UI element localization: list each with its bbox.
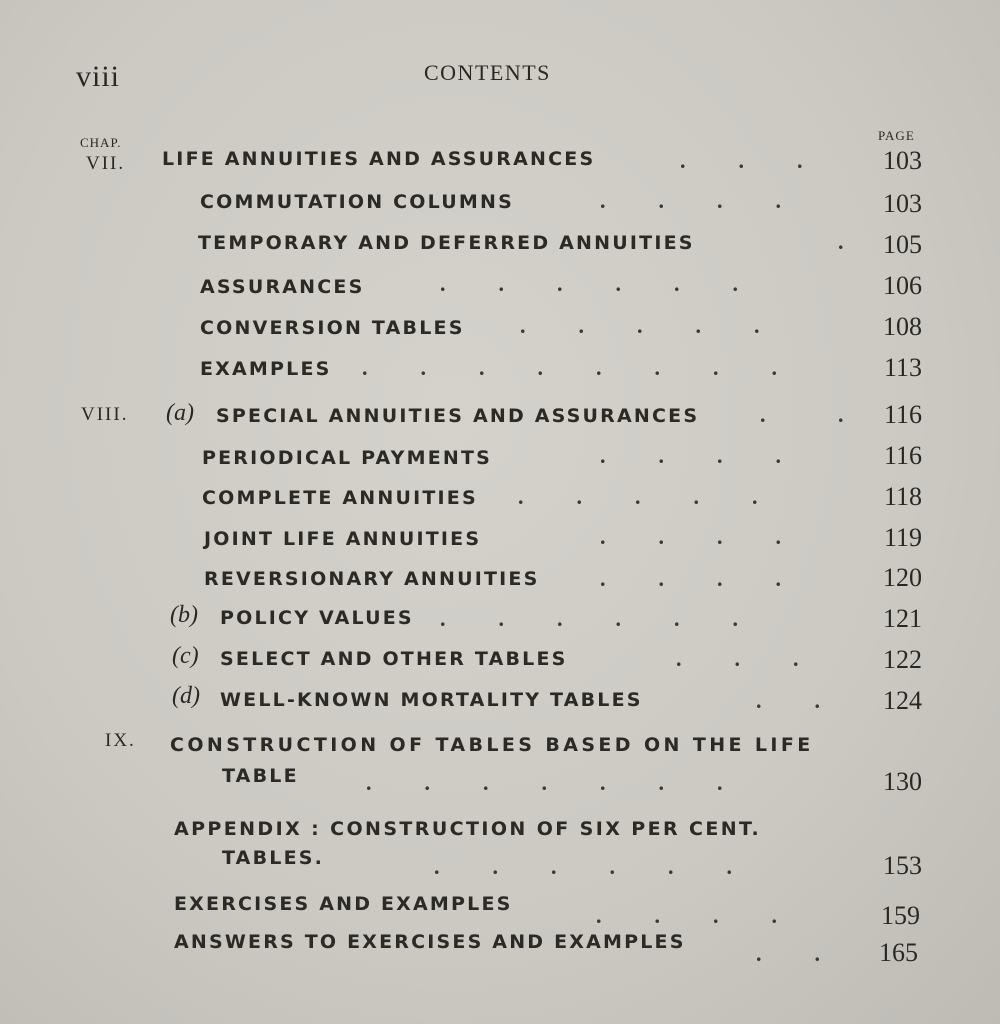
- toc-entry-title: ANSWERS TO EXERCISES AND EXAMPLES: [174, 931, 686, 953]
- toc-entry-title: CONSTRUCTION OF TABLES BASED ON THE LIFE: [170, 734, 814, 756]
- page-folio: viii: [76, 60, 121, 93]
- leader-dots: . . . .: [600, 524, 782, 549]
- subsection-letter: (b): [170, 602, 198, 628]
- leader-dots: . . . . .: [518, 484, 759, 509]
- page-column-label: PAGE: [878, 128, 915, 143]
- leader-dots: . . . . . . .: [366, 770, 724, 795]
- page-title: CONTENTS: [424, 60, 551, 85]
- leader-dots: . . . .: [600, 443, 782, 468]
- chapter-number: VII.: [86, 153, 126, 174]
- toc-page-number: 130: [883, 767, 922, 796]
- chapter-number: VIII.: [81, 404, 129, 425]
- toc-entry-title: SELECT AND OTHER TABLES: [220, 648, 568, 670]
- subsection-letter: (c): [172, 643, 199, 669]
- leader-dots: . . .: [676, 646, 800, 671]
- toc-page-number: 122: [883, 645, 922, 674]
- toc-page-number: 106: [883, 271, 922, 300]
- toc-entry-title: EXERCISES AND EXAMPLES: [174, 893, 513, 915]
- toc-page-number: 105: [883, 230, 922, 259]
- toc-entry-title: POLICY VALUES: [220, 607, 414, 629]
- toc-entry-title: PERIODICAL PAYMENTS: [202, 447, 493, 469]
- toc-entry-title: COMPLETE ANNUITIES: [202, 487, 478, 509]
- leader-dots: . . . .: [600, 566, 782, 591]
- leader-dots: . .: [756, 941, 821, 966]
- leader-dots: . . . . . .: [440, 271, 739, 296]
- toc-page-number: 103: [883, 189, 922, 218]
- leader-dots: . . . . . . . .: [362, 355, 778, 380]
- toc-page-number: 120: [883, 563, 922, 592]
- toc-page-number: 159: [881, 901, 920, 930]
- toc-page-number: 121: [883, 604, 922, 633]
- toc-entry-title: APPENDIX : CONSTRUCTION OF SIX PER CENT.: [174, 818, 762, 840]
- toc-page-number: 116: [883, 441, 922, 470]
- toc-page-number: 103: [883, 146, 922, 175]
- toc-entry-title-continued: TABLE: [222, 765, 299, 787]
- toc-entry-title: EXAMPLES: [200, 358, 332, 380]
- chapter-column-label: CHAP.: [80, 135, 122, 150]
- leader-dots: . . . . . .: [440, 606, 739, 631]
- toc-page-number: 116: [883, 400, 922, 429]
- leader-dots: . .: [760, 402, 845, 427]
- leader-dots: . . . .: [600, 188, 782, 213]
- leader-dots: .: [838, 229, 845, 254]
- toc-entry-title: TEMPORARY AND DEFERRED ANNUITIES: [198, 232, 695, 254]
- toc-entry-title-continued: TABLES.: [222, 847, 325, 869]
- toc-entry-title: CONVERSION TABLES: [200, 317, 465, 339]
- leader-dots: . . . . . .: [434, 854, 733, 879]
- toc-page-number: 165: [879, 938, 918, 967]
- toc-entry-title: JOINT LIFE ANNUITIES: [204, 528, 482, 550]
- toc-page-number: 118: [883, 482, 922, 511]
- toc-page-number: 124: [883, 686, 922, 715]
- toc-page-number: 119: [883, 523, 922, 552]
- toc-entry-title: COMMUTATION COLUMNS: [200, 191, 514, 213]
- subsection-letter: (d): [172, 683, 200, 709]
- toc-entry-title: LIFE ANNUITIES AND ASSURANCES: [162, 148, 596, 170]
- subsection-letter: (a): [166, 400, 194, 426]
- leader-dots: . . . .: [596, 903, 778, 928]
- toc-page-number: 113: [883, 353, 922, 382]
- leader-dots: . .: [756, 688, 821, 713]
- toc-entry-title: ASSURANCES: [200, 276, 365, 298]
- toc-entry-title: REVERSIONARY ANNUITIES: [204, 568, 540, 590]
- toc-page-number: 153: [883, 851, 922, 880]
- toc-entry-title: WELL-KNOWN MORTALITY TABLES: [220, 689, 643, 711]
- leader-dots: . . . . .: [520, 313, 761, 338]
- leader-dots: . . .: [680, 148, 804, 173]
- toc-page-number: 108: [883, 312, 922, 341]
- chapter-number: IX.: [105, 730, 136, 751]
- toc-entry-title: SPECIAL ANNUITIES AND ASSURANCES: [216, 405, 700, 427]
